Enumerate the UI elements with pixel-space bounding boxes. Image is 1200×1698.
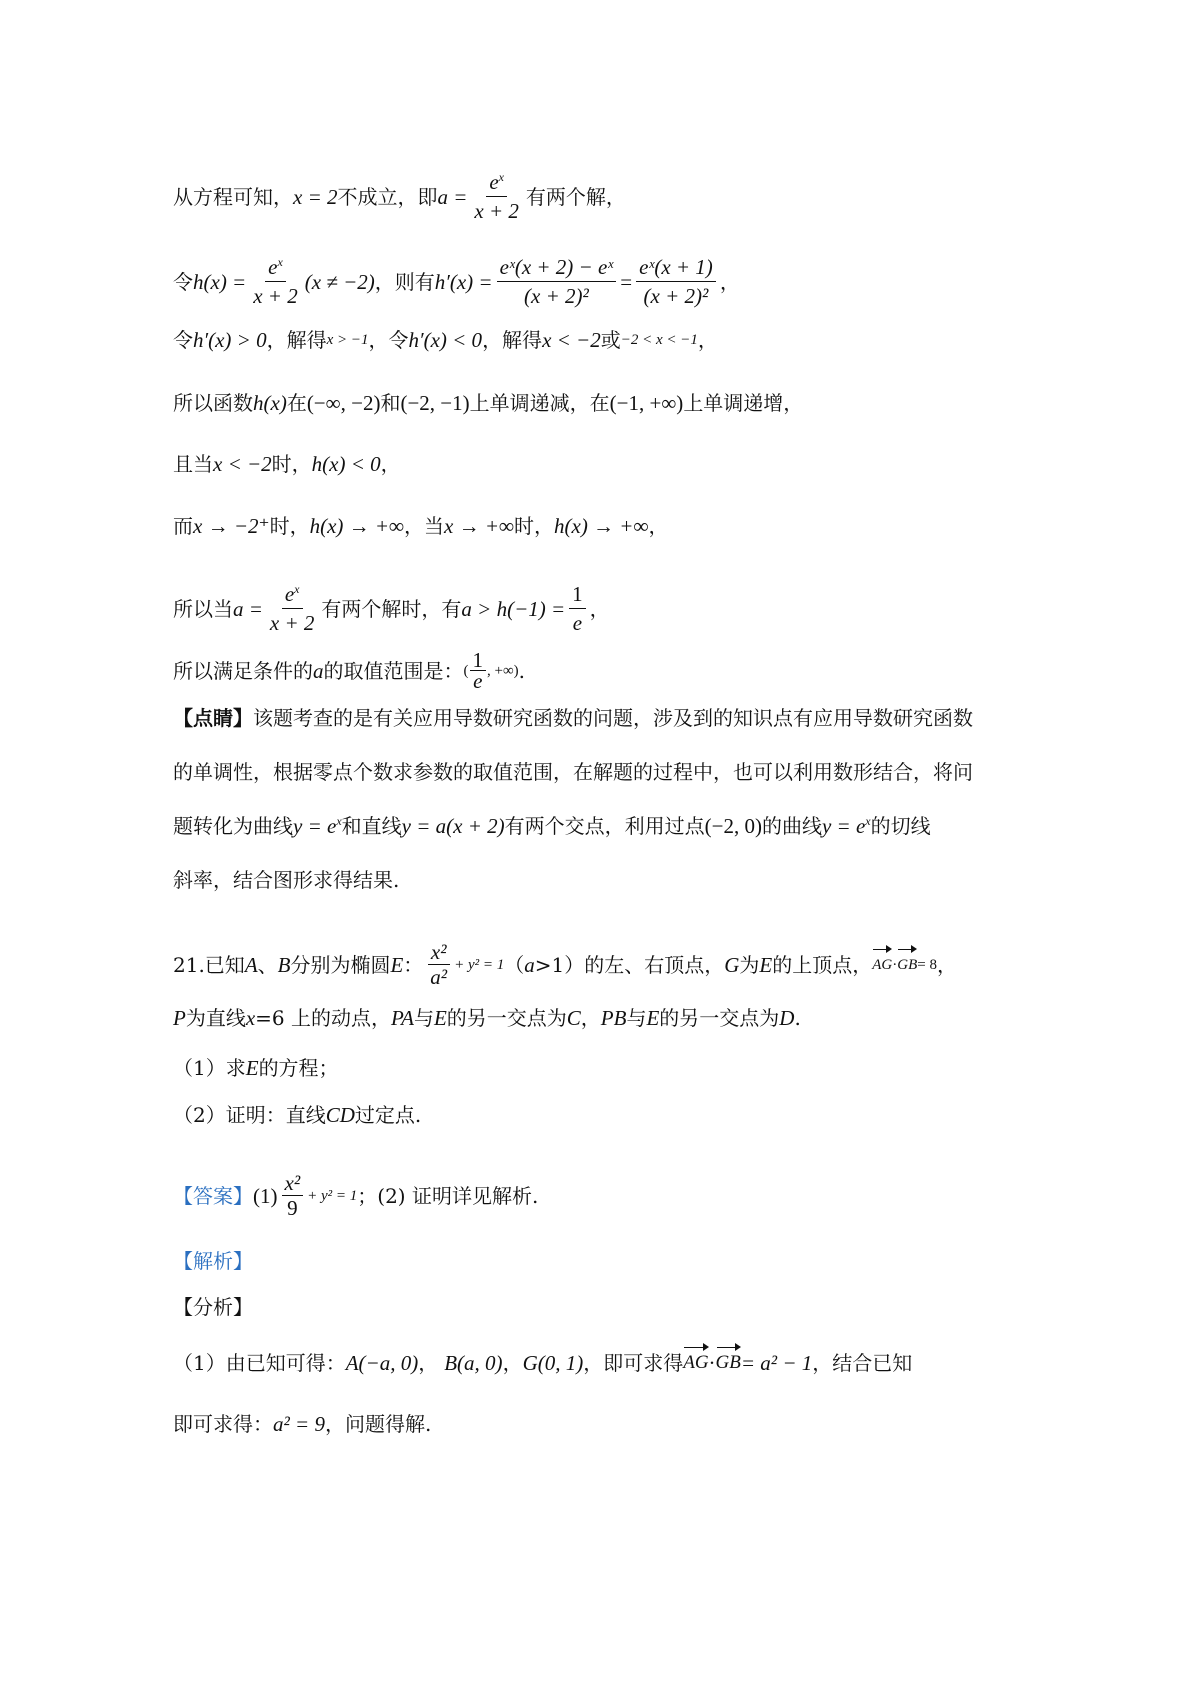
analysis-label: 【解析】 xyxy=(173,1249,253,1273)
solution-line-7 xyxy=(173,582,1050,635)
text: 该题考查的是有关应用导数研究函数的问题，涉及到的知识点有应用导数研究函数 xyxy=(253,706,973,730)
vector-ag: AG xyxy=(872,951,892,979)
denominator: e xyxy=(473,669,483,693)
text: ，问题得解. xyxy=(324,1412,432,1436)
math-expression: E xyxy=(433,1006,447,1030)
question-21-line-2 xyxy=(173,1004,1050,1032)
math-expression: A xyxy=(244,952,258,977)
text: (1) xyxy=(253,1183,278,1208)
text: 不成立，即 xyxy=(337,184,438,209)
text: >1）的左、右顶点， xyxy=(534,952,725,977)
question-21-part-2 xyxy=(173,1101,1050,1129)
text: ， xyxy=(589,596,610,621)
numerator: e xyxy=(268,255,278,279)
solution-line-1 xyxy=(173,170,1050,223)
text: 21.已知 xyxy=(173,952,245,977)
text: ， xyxy=(648,514,669,538)
text: 所以满足条件的 xyxy=(173,658,313,683)
math-expression: h(x) → +∞ xyxy=(309,514,405,538)
math-expression: + y² = 1 xyxy=(454,956,505,973)
math-expression: (−2, 0) xyxy=(704,814,762,838)
solution-line-6 xyxy=(173,512,1050,540)
text: 即可求得： xyxy=(173,1412,273,1436)
text: 时， xyxy=(271,452,312,476)
math-expression: B(a, 0) xyxy=(444,1351,503,1375)
text: 所以当 xyxy=(173,596,233,621)
fraction xyxy=(636,255,716,308)
text: ，令 xyxy=(368,328,409,352)
text: 的另一交点为 xyxy=(659,1006,780,1030)
math-expression: h′(x) = xyxy=(434,269,493,294)
math-expression: x < −2 xyxy=(213,452,272,476)
math-expression: (−2, −1) xyxy=(400,391,470,415)
text: ，结合已知 xyxy=(812,1351,913,1375)
text: 有两个解时，有 xyxy=(321,596,462,621)
text: 题转化为曲线 xyxy=(173,814,293,838)
math-expression: D xyxy=(779,1006,795,1030)
numerator: x² xyxy=(428,942,450,965)
text: 有两个交点，利用过点 xyxy=(504,814,705,838)
math-expression: PA xyxy=(391,1006,414,1030)
text: 且当 xyxy=(173,452,213,476)
math-expression: E xyxy=(390,952,404,977)
fraction xyxy=(569,582,586,635)
math-expression: , +∞) xyxy=(487,662,519,679)
text: ： xyxy=(403,952,424,977)
answer-label: 【答案】 xyxy=(173,1183,253,1208)
solution-line-4 xyxy=(173,389,1050,417)
superscript: x xyxy=(294,582,300,596)
math-expression: h′(x) > 0 xyxy=(193,328,267,352)
math-expression: a xyxy=(524,952,535,977)
comment-line-1 xyxy=(173,704,1050,732)
text: 而 xyxy=(173,514,193,538)
fraction xyxy=(267,582,318,635)
denominator: (x + 2)² xyxy=(643,284,709,308)
math-expression: a = xyxy=(437,184,468,209)
solution-line-5 xyxy=(173,450,1050,478)
fraction xyxy=(470,648,487,693)
denominator: 9 xyxy=(287,1196,298,1220)
superscript: x xyxy=(277,255,283,269)
math-expression: y = e xyxy=(293,814,337,838)
text: 过定点. xyxy=(354,1103,422,1127)
math-expression: h(x) xyxy=(253,391,287,415)
analysis-heading xyxy=(173,1247,1050,1275)
text: ， xyxy=(380,452,401,476)
math-expression: E xyxy=(245,1056,259,1080)
math-expression: x → +∞ xyxy=(444,514,514,538)
numerator: eˣ(x + 1) xyxy=(636,255,716,282)
text: 和 xyxy=(380,391,401,415)
vector-gb: GB xyxy=(716,1349,741,1377)
math-expression: h(x) = xyxy=(193,269,247,294)
text: ， xyxy=(418,1351,439,1375)
solution-line-3 xyxy=(173,326,1050,354)
denominator: x + 2 xyxy=(253,284,298,308)
text: 从方程可知， xyxy=(173,184,293,209)
text: 和直线 xyxy=(341,814,402,838)
denominator: a² xyxy=(430,965,448,989)
text: 的上顶点， xyxy=(772,952,873,977)
math-expression: (−1, +∞) xyxy=(609,391,684,415)
comment-line-4 xyxy=(173,866,1050,894)
text: 时， xyxy=(269,514,310,538)
math-expression: G(0, 1) xyxy=(522,1351,584,1375)
dot-operator: · xyxy=(708,1351,716,1375)
analysis-line-2 xyxy=(173,1410,1050,1438)
fraction xyxy=(282,1173,304,1218)
math-expression: = 8 xyxy=(917,956,937,973)
text: （ xyxy=(504,952,525,977)
text: 与 xyxy=(626,1006,647,1030)
question-21-line-1 xyxy=(173,942,1050,987)
text: 与 xyxy=(413,1006,434,1030)
text: 或 xyxy=(600,328,621,352)
text: 令 xyxy=(173,328,193,352)
vector-gb: GB xyxy=(897,951,917,979)
text: ， xyxy=(502,1351,523,1375)
denominator: e xyxy=(572,611,583,635)
comment-line-3 xyxy=(173,812,1050,840)
text: ，则有 xyxy=(374,269,435,294)
text: 的方程； xyxy=(258,1056,339,1080)
math-expression: a² = 9 xyxy=(273,1412,325,1436)
text: . xyxy=(518,658,526,683)
text: 上单调递减，在 xyxy=(469,391,610,415)
math-expression: ( xyxy=(463,662,469,679)
math-expression: a xyxy=(313,658,324,683)
comment-label: 【点睛】 xyxy=(173,706,253,730)
math-expression: −2 < x < −1 xyxy=(620,332,698,348)
text: 为 xyxy=(739,952,760,977)
numerator: e xyxy=(284,582,295,606)
math-expression: = a² − 1 xyxy=(740,1351,813,1375)
text: ；(2) 证明详见解析. xyxy=(357,1183,539,1208)
text: =6 上的动点， xyxy=(255,1006,391,1030)
question-21-part-1 xyxy=(173,1054,1050,1082)
text: （1）求 xyxy=(173,1056,246,1080)
text: 有两个解， xyxy=(525,184,626,209)
text: 的取值范围是： xyxy=(323,658,464,683)
math-expression: (−∞, −2) xyxy=(306,391,381,415)
denominator: x + 2 xyxy=(269,611,315,635)
math-expression: h(x) → +∞ xyxy=(554,514,649,538)
math-expression: (x ≠ −2) xyxy=(304,269,375,294)
dot-operator: · xyxy=(892,956,898,973)
numerator: x² xyxy=(282,1173,304,1196)
text: 的另一交点为 xyxy=(446,1006,567,1030)
fraction xyxy=(427,942,450,987)
numerator: e xyxy=(489,170,499,194)
answer-line xyxy=(173,1173,1050,1218)
superscript: x xyxy=(336,814,342,828)
numerator: eˣ(x + 2) − eˣ xyxy=(497,255,617,282)
text: ， xyxy=(936,952,957,977)
math-expression: E xyxy=(646,1006,660,1030)
equals-sign: = xyxy=(620,269,633,294)
math-expression: PB xyxy=(600,1006,627,1030)
text: 在 xyxy=(286,391,307,415)
analysis-sub-label: 【分析】 xyxy=(173,1295,253,1319)
text: 的切线 xyxy=(870,814,931,838)
fraction xyxy=(250,255,301,308)
math-expression: y = e xyxy=(821,814,866,838)
text: 的单调性，根据零点个数求参数的取值范围，在解题的过程中，也可以利用数形结合，将问 xyxy=(173,760,973,784)
text: 、 xyxy=(257,952,278,977)
math-expression: x = 2 xyxy=(293,184,338,209)
math-expression: x xyxy=(245,1006,256,1030)
text: 所以函数 xyxy=(173,391,253,415)
math-expression: + y² = 1 xyxy=(307,1187,358,1204)
superscript: x xyxy=(498,170,504,184)
math-expression: C xyxy=(566,1006,581,1030)
text: . xyxy=(794,1006,801,1030)
math-expression: a = xyxy=(233,596,263,621)
math-expression: P xyxy=(173,1006,186,1030)
math-expression: h′(x) < 0 xyxy=(408,328,483,352)
fraction xyxy=(497,255,617,308)
math-expression: E xyxy=(759,952,773,977)
solution-line-8 xyxy=(173,648,1050,693)
text: 斜率，结合图形求得结果. xyxy=(173,868,400,892)
math-expression: x < −2 xyxy=(542,328,601,352)
text: （2）证明：直线 xyxy=(173,1103,326,1127)
math-expression: h(x) < 0 xyxy=(311,452,381,476)
numerator: 1 xyxy=(569,582,586,609)
math-expression: x → −2⁺ xyxy=(193,514,270,538)
math-expression: a > h(−1) = xyxy=(461,596,566,621)
math-expression: B xyxy=(277,952,291,977)
numerator: 1 xyxy=(470,652,487,671)
text: ， xyxy=(719,269,740,294)
denominator: (x + 2)² xyxy=(524,284,589,308)
text: 分别为椭圆 xyxy=(290,952,391,977)
math-expression: y = a(x + 2) xyxy=(401,814,505,838)
text: 的曲线 xyxy=(761,814,822,838)
solution-line-2 xyxy=(173,255,1050,308)
math-expression: G xyxy=(724,952,740,977)
math-expression: A(−a, 0) xyxy=(345,1351,419,1375)
text: ， xyxy=(580,1006,601,1030)
comment-line-2 xyxy=(173,758,1050,786)
superscript: x xyxy=(865,814,871,828)
text: ，解得 xyxy=(266,328,327,352)
fraction xyxy=(471,170,522,223)
text: （1）由已知可得： xyxy=(173,1351,346,1375)
text: 时， xyxy=(514,514,554,538)
denominator: x + 2 xyxy=(474,199,519,223)
text: 上单调递增， xyxy=(683,391,804,415)
text: 为直线 xyxy=(185,1006,246,1030)
text: ，即可求得 xyxy=(583,1351,684,1375)
analysis-subheading xyxy=(173,1293,1050,1321)
text: 令 xyxy=(173,269,193,294)
text: ， xyxy=(697,328,718,352)
vector-ag: AG xyxy=(683,1349,708,1377)
math-expression: CD xyxy=(325,1103,355,1127)
text: ，解得 xyxy=(482,328,543,352)
math-expression: x > −1 xyxy=(326,332,369,348)
text: ，当 xyxy=(404,514,445,538)
analysis-line-1 xyxy=(173,1349,1050,1377)
